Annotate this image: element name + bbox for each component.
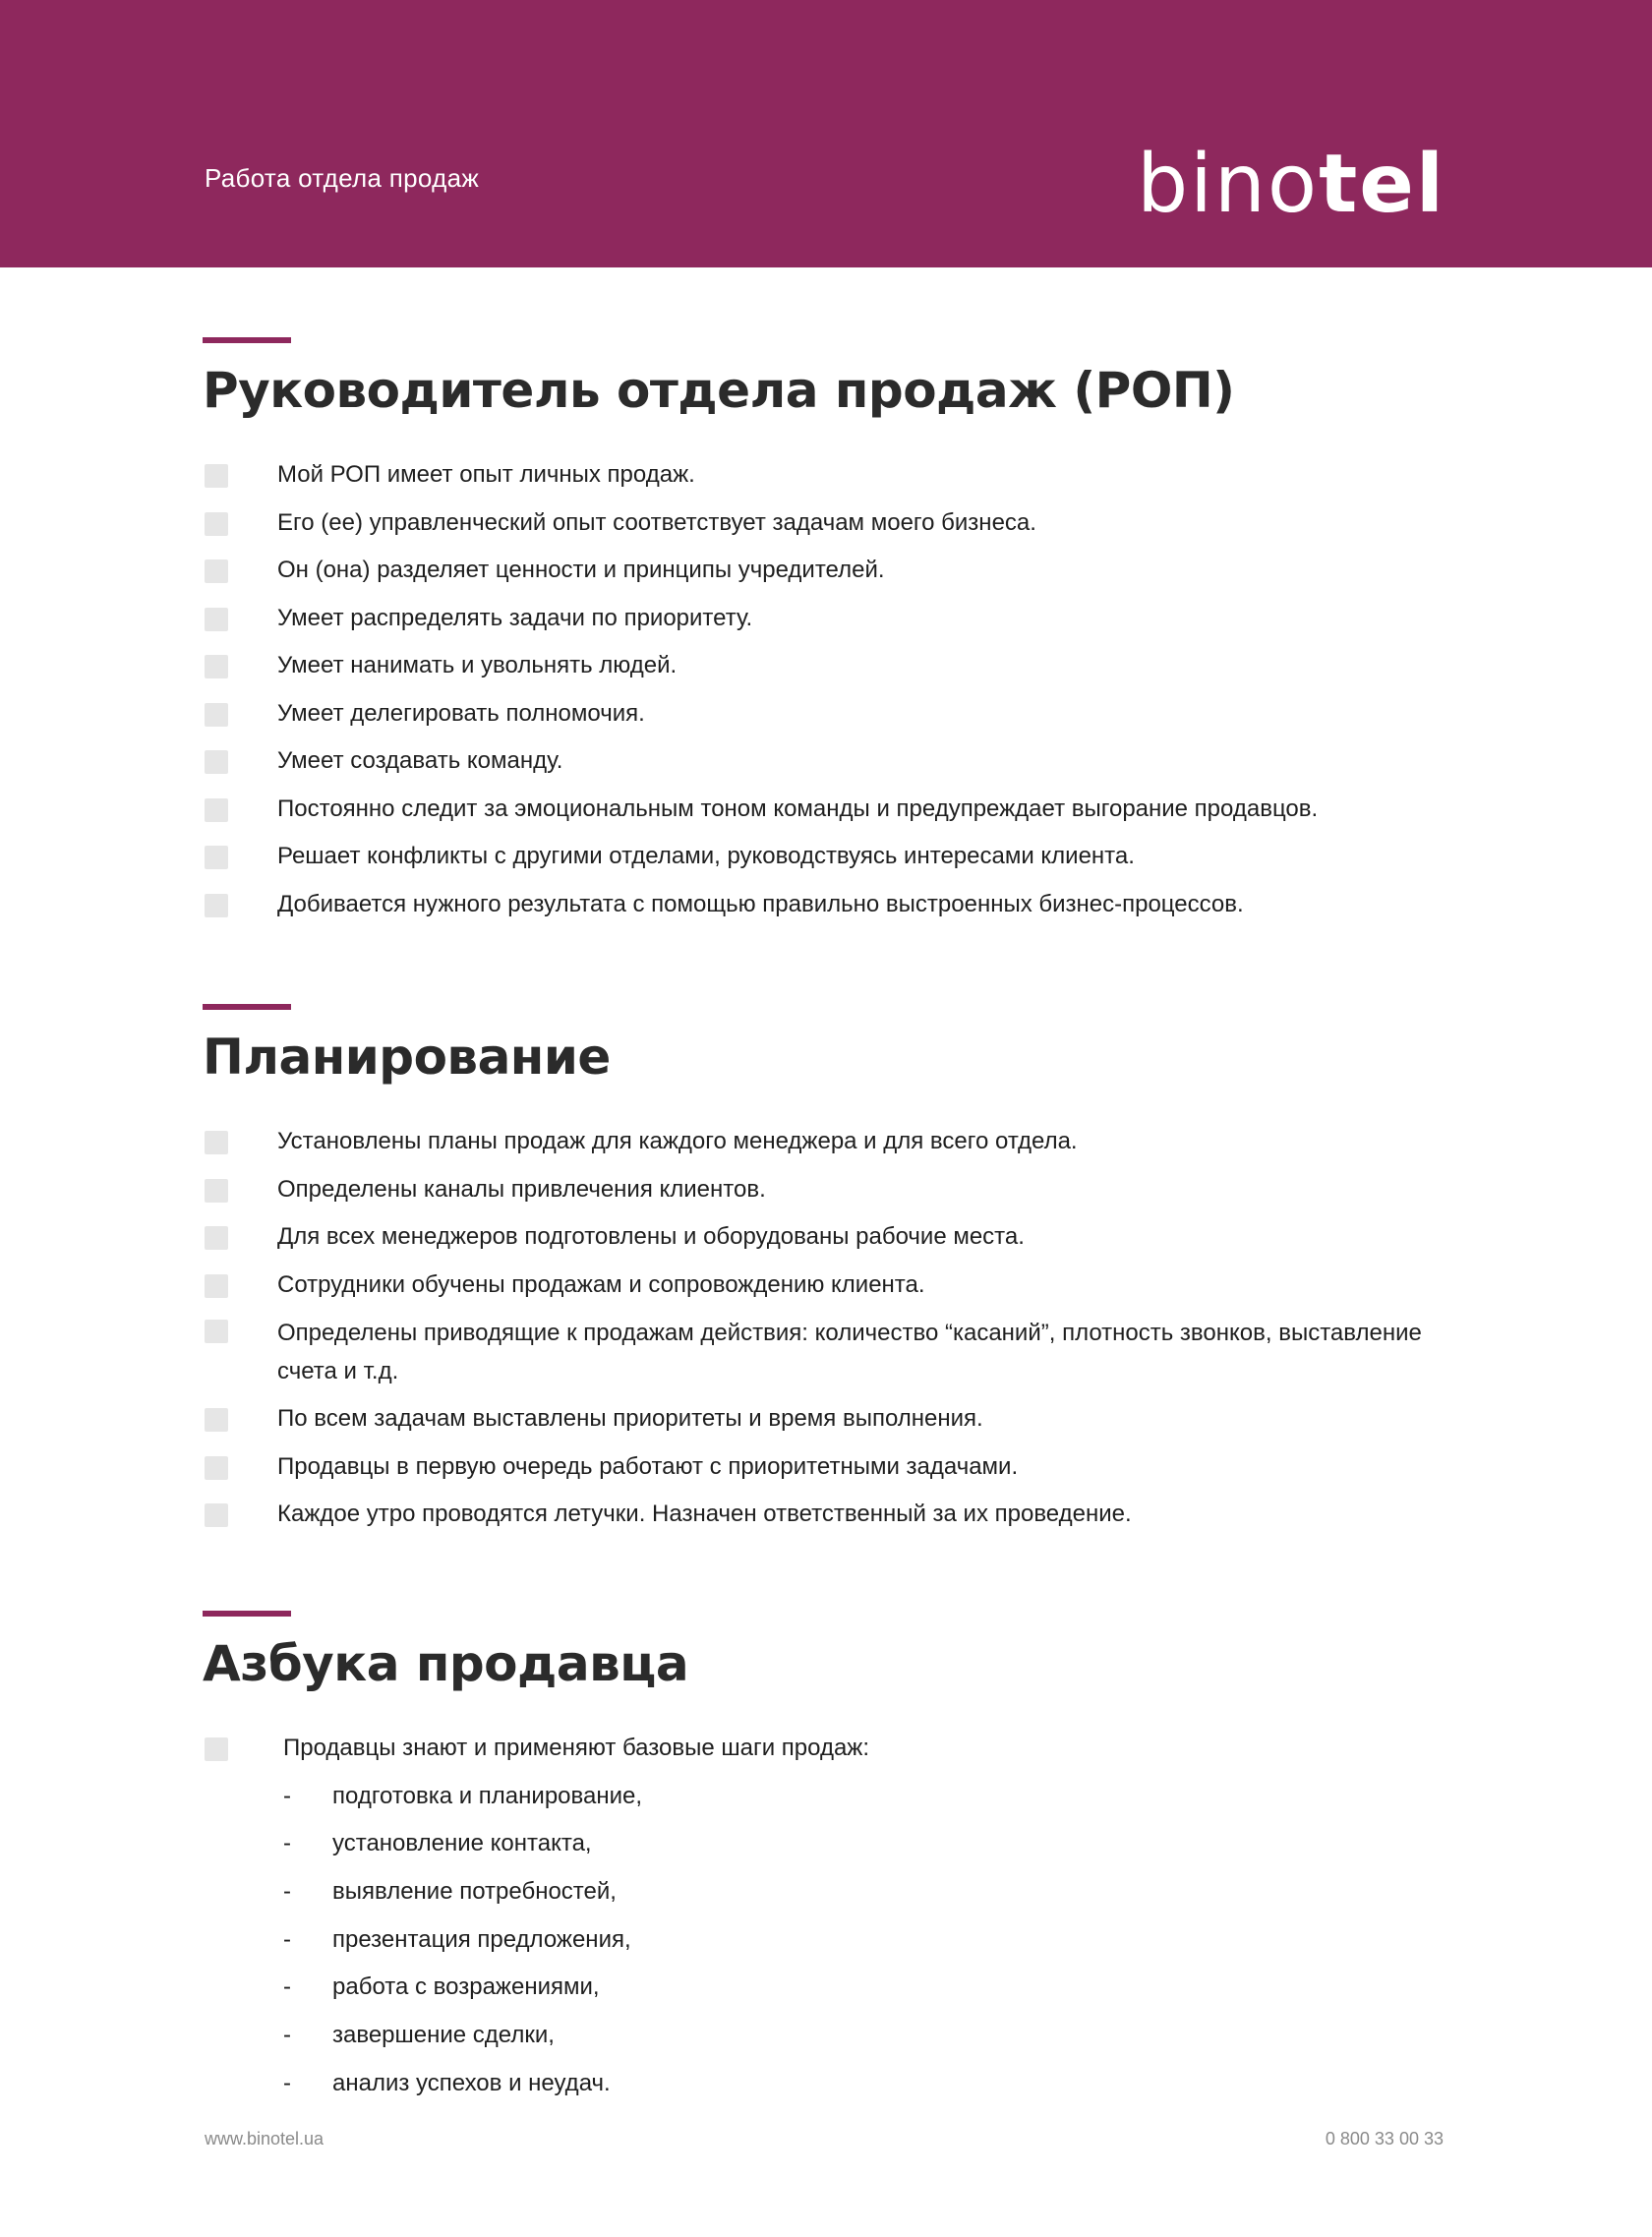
checklist-item xyxy=(203,690,1481,738)
checkbox[interactable] xyxy=(205,846,228,869)
checklist-item-text: Его (ее) управленческий опыт соответствует задачам моего бизнеса. xyxy=(277,508,1036,536)
list-item xyxy=(283,1964,1481,2012)
checkbox[interactable] xyxy=(205,1179,228,1203)
checklist-item xyxy=(203,1118,1481,1166)
checklist-item-text: Для всех менеджеров подготовлены и оборудованы рабочие места. xyxy=(277,1223,1025,1250)
checklist-item-text: Умеет создавать команду. xyxy=(277,747,563,774)
section-title: Планирование xyxy=(203,1029,611,1086)
checklist-item xyxy=(203,1166,1481,1214)
checklist-item-text: Определены приводящие к продажам действия: количество “касаний”, плотность звонков, выставление счета и т.д. xyxy=(277,1320,1422,1384)
checklist-item xyxy=(203,595,1481,643)
page-header xyxy=(0,0,1652,267)
section-accent-bar xyxy=(203,1004,291,1010)
step-text: презентация предложения, xyxy=(332,1925,631,1953)
checklist-item xyxy=(203,1395,1481,1443)
checklist xyxy=(203,1725,1481,1773)
sales-steps-list xyxy=(203,1773,1481,2108)
checkbox[interactable] xyxy=(205,1320,228,1343)
checkbox[interactable] xyxy=(205,1503,228,1527)
section-seller-basics xyxy=(203,1611,1481,2107)
checklist-item-text: Умеет нанимать и увольнять людей. xyxy=(277,652,678,678)
checklist-item xyxy=(203,833,1481,881)
step-text: выявление потребностей, xyxy=(332,1877,617,1905)
checklist-item-text: По всем задачам выставлены приоритеты и время выполнения. xyxy=(277,1405,983,1432)
checkbox[interactable] xyxy=(205,1408,228,1432)
checkbox[interactable] xyxy=(205,1274,228,1298)
dash-marker: - xyxy=(283,1830,291,1857)
checkbox[interactable] xyxy=(205,750,228,774)
step-text: завершение сделки, xyxy=(332,2022,555,2049)
checkbox[interactable] xyxy=(205,655,228,678)
checklist xyxy=(203,451,1481,928)
checklist-item xyxy=(203,451,1481,500)
footer-phone: 0 800 33 00 33 xyxy=(1325,2129,1444,2149)
checklist-item xyxy=(203,737,1481,786)
step-text: анализ успехов и неудач. xyxy=(332,2069,611,2096)
logo-bold-part: tel xyxy=(1319,138,1446,231)
checklist-item-text: Умеет распределять задачи по приоритету. xyxy=(277,604,753,631)
list-item xyxy=(283,1773,1481,1821)
logo-light-part: bino xyxy=(1137,138,1320,231)
checkbox[interactable] xyxy=(205,703,228,727)
list-item xyxy=(283,2012,1481,2060)
dash-marker: - xyxy=(283,2069,291,2096)
checklist-item xyxy=(203,1213,1481,1262)
checklist-item-text: Продавцы знают и применяют базовые шаги продаж: xyxy=(283,1735,870,1761)
section-accent-bar xyxy=(203,1611,291,1617)
checklist-item-text: Сотрудники обучены продажам и сопровождению клиента. xyxy=(277,1270,925,1298)
checkbox[interactable] xyxy=(205,559,228,583)
section-title: Азбука продавца xyxy=(203,1635,689,1692)
step-text: установление контакта, xyxy=(332,1830,592,1857)
checklist-item-text: Постоянно следит за эмоциональным тоном команды и предупреждает выгорание продавцов. xyxy=(277,795,1319,822)
checklist-item-text: Продавцы в первую очередь работают с приоритетными задачами. xyxy=(277,1452,1019,1480)
section-sales-head xyxy=(203,337,1481,928)
checklist-item xyxy=(203,642,1481,690)
section-planning xyxy=(203,1004,1481,1539)
list-item xyxy=(283,2060,1481,2108)
checklist-item-text: Добивается нужного результата с помощью правильно выстроенных бизнес-процессов. xyxy=(277,890,1244,917)
checkbox[interactable] xyxy=(205,512,228,536)
checklist-item xyxy=(203,1443,1481,1492)
dash-marker: - xyxy=(283,2022,291,2049)
binotel-logo xyxy=(1137,136,1446,234)
checklist-item xyxy=(203,1725,1481,1773)
checklist-item-text: Каждое утро проводятся летучки. Назначен ответственный за их проведение. xyxy=(277,1501,1132,1527)
checkbox[interactable] xyxy=(205,464,228,488)
checklist-item-text: Он (она) разделяет ценности и принципы учредителей. xyxy=(277,557,885,583)
checklist xyxy=(203,1118,1481,1539)
list-item xyxy=(283,1868,1481,1916)
checkbox[interactable] xyxy=(205,608,228,631)
checklist-item xyxy=(203,1309,1457,1395)
dash-marker: - xyxy=(283,1782,291,1809)
footer-website-link[interactable]: www.binotel.ua xyxy=(205,2129,324,2149)
document-title: Работа отдела продаж xyxy=(205,163,480,193)
checklist-item xyxy=(203,786,1481,834)
list-item xyxy=(283,1916,1481,1965)
dash-marker: - xyxy=(283,1973,291,2001)
step-text: подготовка и планирование, xyxy=(332,1782,643,1809)
checklist-item-text: Определены каналы привлечения клиентов. xyxy=(277,1175,766,1203)
dash-marker: - xyxy=(283,1877,291,1905)
checkbox[interactable] xyxy=(205,1226,228,1250)
list-item xyxy=(283,1820,1481,1868)
checklist-item-text: Решает конфликты с другими отделами, руководствуясь интересами клиента. xyxy=(277,843,1135,869)
checkbox[interactable] xyxy=(205,798,228,822)
checklist-item xyxy=(203,547,1481,595)
checkbox[interactable] xyxy=(205,1456,228,1480)
dash-marker: - xyxy=(283,1925,291,1953)
checklist-item-text: Установлены планы продаж для каждого менеджера и для всего отдела. xyxy=(277,1128,1078,1154)
checklist-item-text: Мой РОП имеет опыт личных продаж. xyxy=(277,461,695,488)
checkbox[interactable] xyxy=(205,1131,228,1154)
checklist-item-text: Умеет делегировать полномочия. xyxy=(277,699,645,727)
checkbox[interactable] xyxy=(205,894,228,917)
checkbox[interactable] xyxy=(205,1737,228,1761)
checklist-item xyxy=(203,1491,1481,1539)
checklist-item xyxy=(203,881,1481,929)
section-accent-bar xyxy=(203,337,291,343)
step-text: работа с возражениями, xyxy=(332,1973,600,2001)
checklist-item xyxy=(203,1262,1481,1310)
section-title: Руководитель отдела продаж (РОП) xyxy=(203,362,1235,419)
checklist-item xyxy=(203,500,1481,548)
